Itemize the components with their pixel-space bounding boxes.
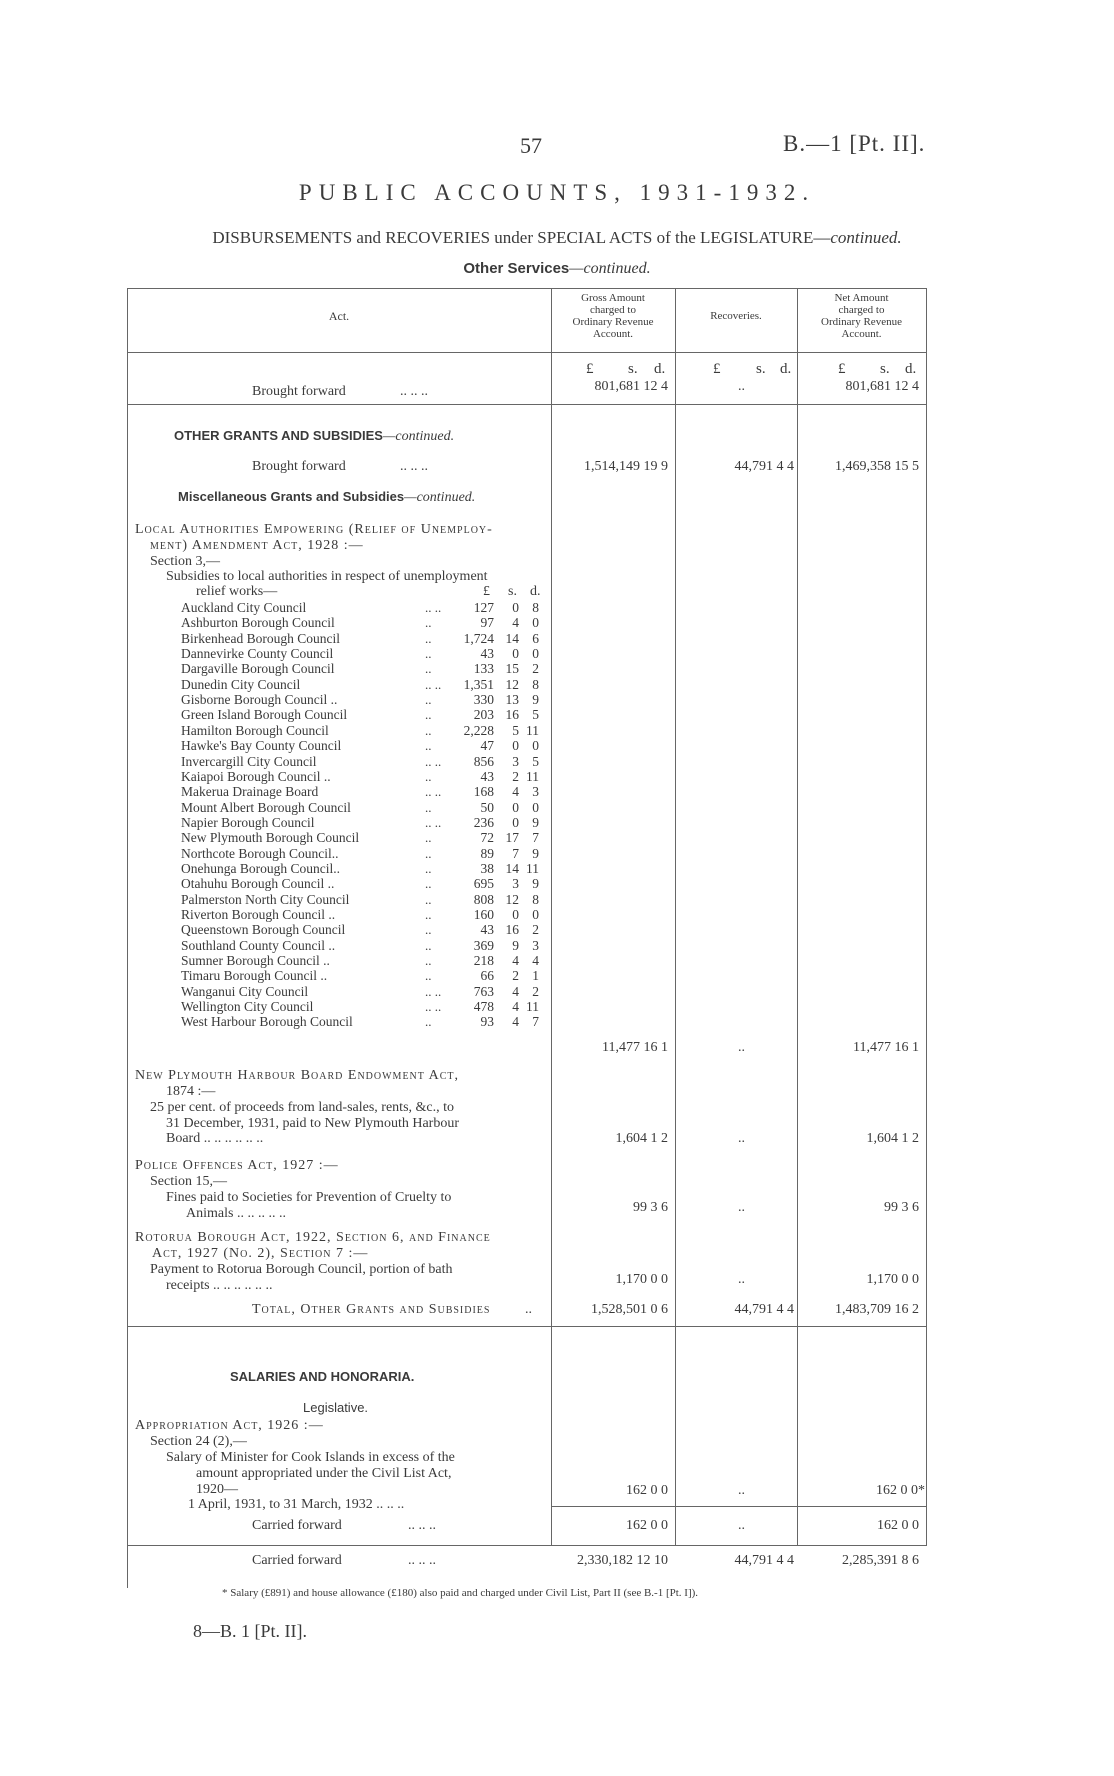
rotorua-gross: 1,170 0 0: [615, 1272, 668, 1287]
rotorua-net: 1,170 0 0: [866, 1272, 919, 1287]
council-pounds: 330: [473, 692, 494, 707]
council-dots: .. ..: [425, 784, 442, 799]
np-desc-3: Board .. .. .. .. .. ..: [166, 1131, 264, 1146]
appropriation-section: Section 24 (2),—: [150, 1434, 247, 1449]
council-pounds: 808: [473, 892, 494, 907]
council-pence: 9: [532, 815, 539, 830]
council-shillings: 3: [512, 876, 519, 891]
page-subtitle: [0, 228, 1114, 248]
council-shillings: 14: [505, 861, 519, 876]
page-reference: B.—1 [Pt. II].: [783, 131, 926, 156]
net-pound-hdr: £: [838, 361, 846, 377]
col-header-act: Act.: [328, 309, 350, 323]
rotorua-desc-1: Payment to Rotorua Borough Council, portion of bath: [150, 1262, 453, 1277]
col-header-recoveries: Recoveries.: [710, 310, 762, 322]
council-pence: 4: [532, 953, 539, 968]
rotorua-title-1: Rotorua Borough Act, 1922, Section 6, and Finance: [135, 1230, 491, 1245]
footnote: * Salary (£891) and house allowance (£180) also paid and charged under Civil List, Part II (see B.-1 [Pt. I]).: [222, 1587, 699, 1599]
total-other-grants-label: Total, Other Grants and Subsidies: [252, 1302, 491, 1317]
local-act-section: Section 3,—: [150, 554, 220, 569]
council-shillings: 0: [512, 600, 519, 615]
rotorua-desc-2: receipts .. .. .. .. .. ..: [166, 1278, 273, 1293]
council-name: Gisborne Borough Council ..: [181, 692, 338, 707]
page-number: 57: [520, 133, 542, 158]
net-pence-hdr: d.: [905, 361, 917, 377]
council-pounds: 72: [480, 830, 494, 845]
council-pounds: 127: [473, 600, 494, 615]
council-dots: ..: [425, 707, 432, 722]
other-grants-heading-text: OTHER GRANTS AND SUBSIDIES: [174, 428, 383, 443]
carried-forward-dots: .. .. ..: [408, 1553, 436, 1568]
council-pounds: 2,228: [463, 723, 494, 738]
council-name: Dunedin City Council: [181, 677, 301, 692]
salaries-carried-recoveries: ..: [738, 1518, 745, 1533]
council-pence: 3: [532, 938, 539, 953]
council-dots: .. ..: [425, 600, 442, 615]
council-name: Hawke's Bay County Council: [181, 738, 342, 753]
council-pence: 0: [532, 615, 539, 630]
council-shillings: 0: [512, 907, 519, 922]
np-desc-1: 25 per cent. of proceeds from land-sales, rents, &c., to: [150, 1100, 455, 1115]
council-dots: ..: [425, 1014, 432, 1029]
council-shillings: 12: [505, 677, 519, 692]
brought-forward-top-recoveries: ..: [738, 379, 745, 394]
services-cont: —continued.: [569, 260, 651, 277]
council-pounds: 47: [480, 738, 494, 753]
subtitle-main: DISBURSEMENTS and RECOVERIES under SPECIAL ACTS of the LEGISLATURE—: [212, 228, 831, 247]
council-shillings: 2: [512, 769, 519, 784]
local-act-net: 11,477 16 1: [853, 1040, 919, 1055]
net-hdr-1: Net Amount: [834, 292, 889, 304]
rec-pound-hdr: £: [713, 361, 721, 377]
salaries-period: 1 April, 1931, to 31 March, 1932 .. .. ..: [188, 1497, 405, 1512]
council-dots: ..: [425, 723, 432, 738]
council-pence: 9: [532, 846, 539, 861]
council-pence: 11: [526, 861, 539, 876]
council-name: Kaiapoi Borough Council ..: [181, 769, 331, 784]
council-dots: ..: [425, 769, 432, 784]
salaries-net: 162 0 0*: [876, 1483, 925, 1498]
council-name: Sumner Borough Council ..: [181, 953, 330, 968]
council-dots: .. ..: [425, 677, 442, 692]
council-dots: .. ..: [425, 754, 442, 769]
police-net: 99 3 6: [884, 1200, 919, 1215]
council-pounds: 763: [473, 984, 494, 999]
page-title: PUBLIC ACCOUNTS, 1931-1932.: [298, 180, 816, 205]
legislative-subheading: Legislative.: [303, 1400, 369, 1415]
council-pounds: 218: [473, 953, 494, 968]
salaries-carried-net: 162 0 0: [877, 1518, 919, 1533]
council-pence: 0: [532, 738, 539, 753]
carried-forward-gross: 2,330,182 12 10: [577, 1553, 668, 1568]
council-name: Hamilton Borough Council: [181, 723, 329, 738]
total-other-grants-net: 1,483,709 16 2: [835, 1302, 919, 1317]
council-name: Riverton Borough Council ..: [181, 907, 336, 922]
council-name: Ashburton Borough Council: [181, 615, 335, 630]
council-shillings: 13: [505, 692, 519, 707]
local-act-desc-2: relief works—: [196, 584, 278, 599]
council-pence: 11: [526, 999, 539, 1014]
salaries-desc-1: Salary of Minister for Cook Islands in excess of the: [166, 1450, 455, 1465]
council-name: Otahuhu Borough Council ..: [181, 876, 335, 891]
np-gross: 1,604 1 2: [615, 1131, 668, 1146]
total-other-grants-dots: ..: [525, 1302, 532, 1317]
council-pence: 11: [526, 769, 539, 784]
council-dots: ..: [425, 968, 432, 983]
council-shillings: 4: [512, 1014, 519, 1029]
brought-forward-top-label: Brought forward: [252, 384, 346, 399]
carried-forward-recoveries: 44,791 4 4: [734, 1553, 794, 1568]
council-name: Green Island Borough Council: [181, 707, 348, 722]
local-act-title-1: Local Authorities Empowering (Relief of Unemploy-: [135, 522, 493, 537]
other-grants-heading-cont: —continued.: [382, 429, 455, 444]
council-pence: 8: [532, 677, 539, 692]
council-pounds: 66: [480, 968, 494, 983]
council-dots: ..: [425, 800, 432, 815]
gross-hdr-4: Account.: [592, 328, 633, 340]
council-pence: 7: [532, 1014, 539, 1029]
council-name: Makerua Drainage Board: [181, 784, 319, 799]
council-shillings: 17: [505, 830, 519, 845]
council-pounds: 38: [480, 861, 494, 876]
net-hdr-3: Ordinary Revenue: [821, 316, 902, 328]
council-dots: ..: [425, 830, 432, 845]
council-dots: ..: [425, 692, 432, 707]
services-heading: [0, 260, 1114, 278]
council-name: Palmerston North City Council: [181, 892, 350, 907]
council-dots: .. ..: [425, 984, 442, 999]
salaries-desc-3: 1920—: [196, 1482, 238, 1497]
carried-forward-net: 2,285,391 8 6: [842, 1553, 919, 1568]
council-pounds: 50: [480, 800, 494, 815]
council-pounds: 43: [480, 769, 494, 784]
council-dots: ..: [425, 661, 432, 676]
gross-hdr-3: Ordinary Revenue: [572, 316, 654, 328]
council-dots: ..: [425, 953, 432, 968]
appropriation-act-title: Appropriation Act, 1926 :—: [135, 1418, 324, 1433]
salaries-recoveries: ..: [738, 1483, 745, 1498]
col-header-gross: [551, 292, 675, 340]
col-header-net: [797, 292, 926, 340]
council-name: Mount Albert Borough Council: [181, 800, 351, 815]
council-shillings: 9: [512, 938, 519, 953]
misc-heading: [178, 489, 475, 506]
police-desc-2: Animals .. .. .. .. ..: [186, 1206, 286, 1221]
salaries-gross: 162 0 0: [626, 1483, 668, 1498]
council-pounds: 1,724: [463, 631, 494, 646]
council-name: Wanganui City Council: [181, 984, 309, 999]
brought-forward-net: 1,469,358 15 5: [835, 459, 919, 474]
council-pence: 2: [532, 922, 539, 937]
council-pence: 2: [532, 661, 539, 676]
council-shillings: 4: [512, 999, 519, 1014]
council-shillings: 3: [512, 754, 519, 769]
rec-shilling-hdr: s.: [756, 361, 766, 377]
council-pence: 5: [532, 754, 539, 769]
brought-forward-top-dots: .. .. ..: [400, 384, 428, 399]
council-shillings: 14: [505, 631, 519, 646]
brought-forward-dots: .. .. ..: [400, 459, 428, 474]
salaries-desc-2: amount appropriated under the Civil List Act,: [196, 1466, 452, 1481]
council-pence: 11: [526, 723, 539, 738]
council-shillings: 4: [512, 984, 519, 999]
council-pence: 1: [532, 968, 539, 983]
council-shillings: 4: [512, 615, 519, 630]
council-shillings: 12: [505, 892, 519, 907]
brought-forward-top-net: 801,681 12 4: [845, 379, 919, 394]
council-shillings: 16: [505, 707, 519, 722]
council-pence: 5: [532, 707, 539, 722]
council-pounds: 160: [473, 907, 494, 922]
council-name: West Harbour Borough Council: [181, 1014, 353, 1029]
council-dots: ..: [425, 892, 432, 907]
np-recoveries: ..: [738, 1131, 745, 1146]
local-act-gross: 11,477 16 1: [602, 1040, 668, 1055]
carried-forward-label: Carried forward: [252, 1553, 342, 1568]
council-name: Dannevirke County Council: [181, 646, 334, 661]
council-name: Timaru Borough Council ..: [181, 968, 328, 983]
total-other-grants-recoveries: 44,791 4 4: [734, 1302, 794, 1317]
council-shillings: 15: [505, 661, 519, 676]
local-act-pence-hdr: d.: [530, 584, 541, 599]
council-name: New Plymouth Borough Council: [181, 830, 360, 845]
council-pence: 9: [532, 692, 539, 707]
council-pence: 9: [532, 876, 539, 891]
council-dots: ..: [425, 615, 432, 630]
police-title: Police Offences Act, 1927 :—: [135, 1158, 339, 1173]
council-dots: ..: [425, 938, 432, 953]
brought-forward-label: Brought forward: [252, 459, 346, 474]
council-pounds: 236: [473, 815, 494, 830]
gross-hdr-1: Gross Amount: [581, 292, 645, 304]
council-shillings: 2: [512, 968, 519, 983]
local-act-title-2: ment) Amendment Act, 1928 :—: [150, 538, 364, 553]
council-name: Birkenhead Borough Council: [181, 631, 340, 646]
council-pence: 8: [532, 600, 539, 615]
misc-heading-text: Miscellaneous Grants and Subsidies: [178, 489, 405, 504]
council-dots: ..: [425, 907, 432, 922]
misc-heading-cont: —continued.: [404, 490, 476, 505]
brought-forward-gross: 1,514,149 19 9: [584, 459, 668, 474]
council-dots: ..: [425, 876, 432, 891]
council-name: Auckland City Council: [181, 600, 307, 615]
np-desc-2: 31 December, 1931, paid to New Plymouth Harbour: [166, 1116, 459, 1131]
council-pence: 8: [532, 892, 539, 907]
council-shillings: 0: [512, 738, 519, 753]
council-pence: 7: [532, 830, 539, 845]
council-pounds: 89: [480, 846, 494, 861]
gross-pence-hdr: d.: [654, 361, 666, 377]
council-shillings: 5: [512, 723, 519, 738]
council-pence: 0: [532, 800, 539, 815]
council-dots: ..: [425, 646, 432, 661]
council-dots: ..: [425, 861, 432, 876]
council-dots: .. ..: [425, 999, 442, 1014]
council-dots: ..: [425, 922, 432, 937]
council-name: Dargaville Borough Council: [181, 661, 335, 676]
council-name: Northcote Borough Council..: [181, 846, 339, 861]
council-shillings: 4: [512, 784, 519, 799]
council-pounds: 203: [473, 707, 494, 722]
council-name: Queenstown Borough Council: [181, 922, 346, 937]
np-title-2: 1874 :—: [166, 1084, 216, 1099]
council-pounds: 478: [473, 999, 494, 1014]
salaries-heading: SALARIES AND HONORARIA.: [230, 1369, 415, 1384]
police-gross: 99 3 6: [633, 1200, 668, 1215]
net-hdr-4: Account.: [841, 328, 882, 340]
council-pence: 0: [532, 907, 539, 922]
total-other-grants-gross: 1,528,501 0 6: [591, 1302, 668, 1317]
council-dots: ..: [425, 738, 432, 753]
local-act-pound-hdr: £: [483, 584, 490, 599]
subtitle-cont: continued.: [830, 228, 902, 247]
gross-pound-hdr: £: [586, 361, 594, 377]
council-name: Invercargill City Council: [181, 754, 317, 769]
council-dots: ..: [425, 846, 432, 861]
council-pounds: 97: [480, 615, 494, 630]
local-act-recoveries: ..: [738, 1040, 745, 1055]
np-net: 1,604 1 2: [866, 1131, 919, 1146]
council-name: Southland County Council ..: [181, 938, 336, 953]
council-pence: 2: [532, 984, 539, 999]
council-pounds: 43: [480, 646, 494, 661]
council-shillings: 4: [512, 953, 519, 968]
council-name: Onehunga Borough Council..: [181, 861, 340, 876]
salaries-carried-label: Carried forward: [252, 1518, 342, 1533]
signature-ref: 8—B. 1 [Pt. II].: [193, 1621, 307, 1641]
police-desc-1: Fines paid to Societies for Prevention of Cruelty to: [166, 1190, 452, 1205]
rotorua-recoveries: ..: [738, 1272, 745, 1287]
council-pence: 0: [532, 646, 539, 661]
council-shillings: 16: [505, 922, 519, 937]
council-pounds: 1,351: [463, 677, 494, 692]
council-dots: .. ..: [425, 815, 442, 830]
council-pence: 6: [532, 631, 539, 646]
rotorua-title-2: Act, 1927 (No. 2), Section 7 :—: [152, 1246, 369, 1261]
council-shillings: 0: [512, 646, 519, 661]
council-pounds: 43: [480, 922, 494, 937]
council-pounds: 856: [473, 754, 494, 769]
net-hdr-2: charged to: [838, 304, 885, 316]
rec-pence-hdr: d.: [780, 361, 792, 377]
police-section: Section 15,—: [150, 1174, 227, 1189]
police-recoveries: ..: [738, 1200, 745, 1215]
brought-forward-top-gross: 801,681 12 4: [594, 379, 668, 394]
council-dots: ..: [425, 631, 432, 646]
gross-shilling-hdr: s.: [628, 361, 638, 377]
council-pounds: 695: [473, 876, 494, 891]
local-act-desc-1: Subsidies to local authorities in respect of unemployment: [166, 569, 488, 584]
council-pounds: 369: [473, 938, 494, 953]
council-name: Wellington City Council: [181, 999, 314, 1014]
services-label: Other Services: [463, 260, 570, 277]
brought-forward-recoveries: 44,791 4 4: [734, 459, 794, 474]
council-shillings: 7: [512, 846, 519, 861]
salaries-carried-dots: .. .. ..: [408, 1518, 436, 1533]
salaries-carried-gross: 162 0 0: [626, 1518, 668, 1533]
council-pounds: 133: [473, 661, 494, 676]
local-act-shilling-hdr: s.: [508, 584, 517, 599]
gross-hdr-2: charged to: [590, 304, 636, 316]
other-grants-heading: [174, 428, 454, 445]
council-shillings: 0: [512, 815, 519, 830]
np-title-1: New Plymouth Harbour Board Endowment Act,: [135, 1068, 459, 1083]
net-shilling-hdr: s.: [880, 361, 890, 377]
council-pounds: 168: [473, 784, 494, 799]
council-shillings: 0: [512, 800, 519, 815]
council-pounds: 93: [480, 1014, 494, 1029]
council-pence: 3: [532, 784, 539, 799]
council-name: Napier Borough Council: [181, 815, 315, 830]
